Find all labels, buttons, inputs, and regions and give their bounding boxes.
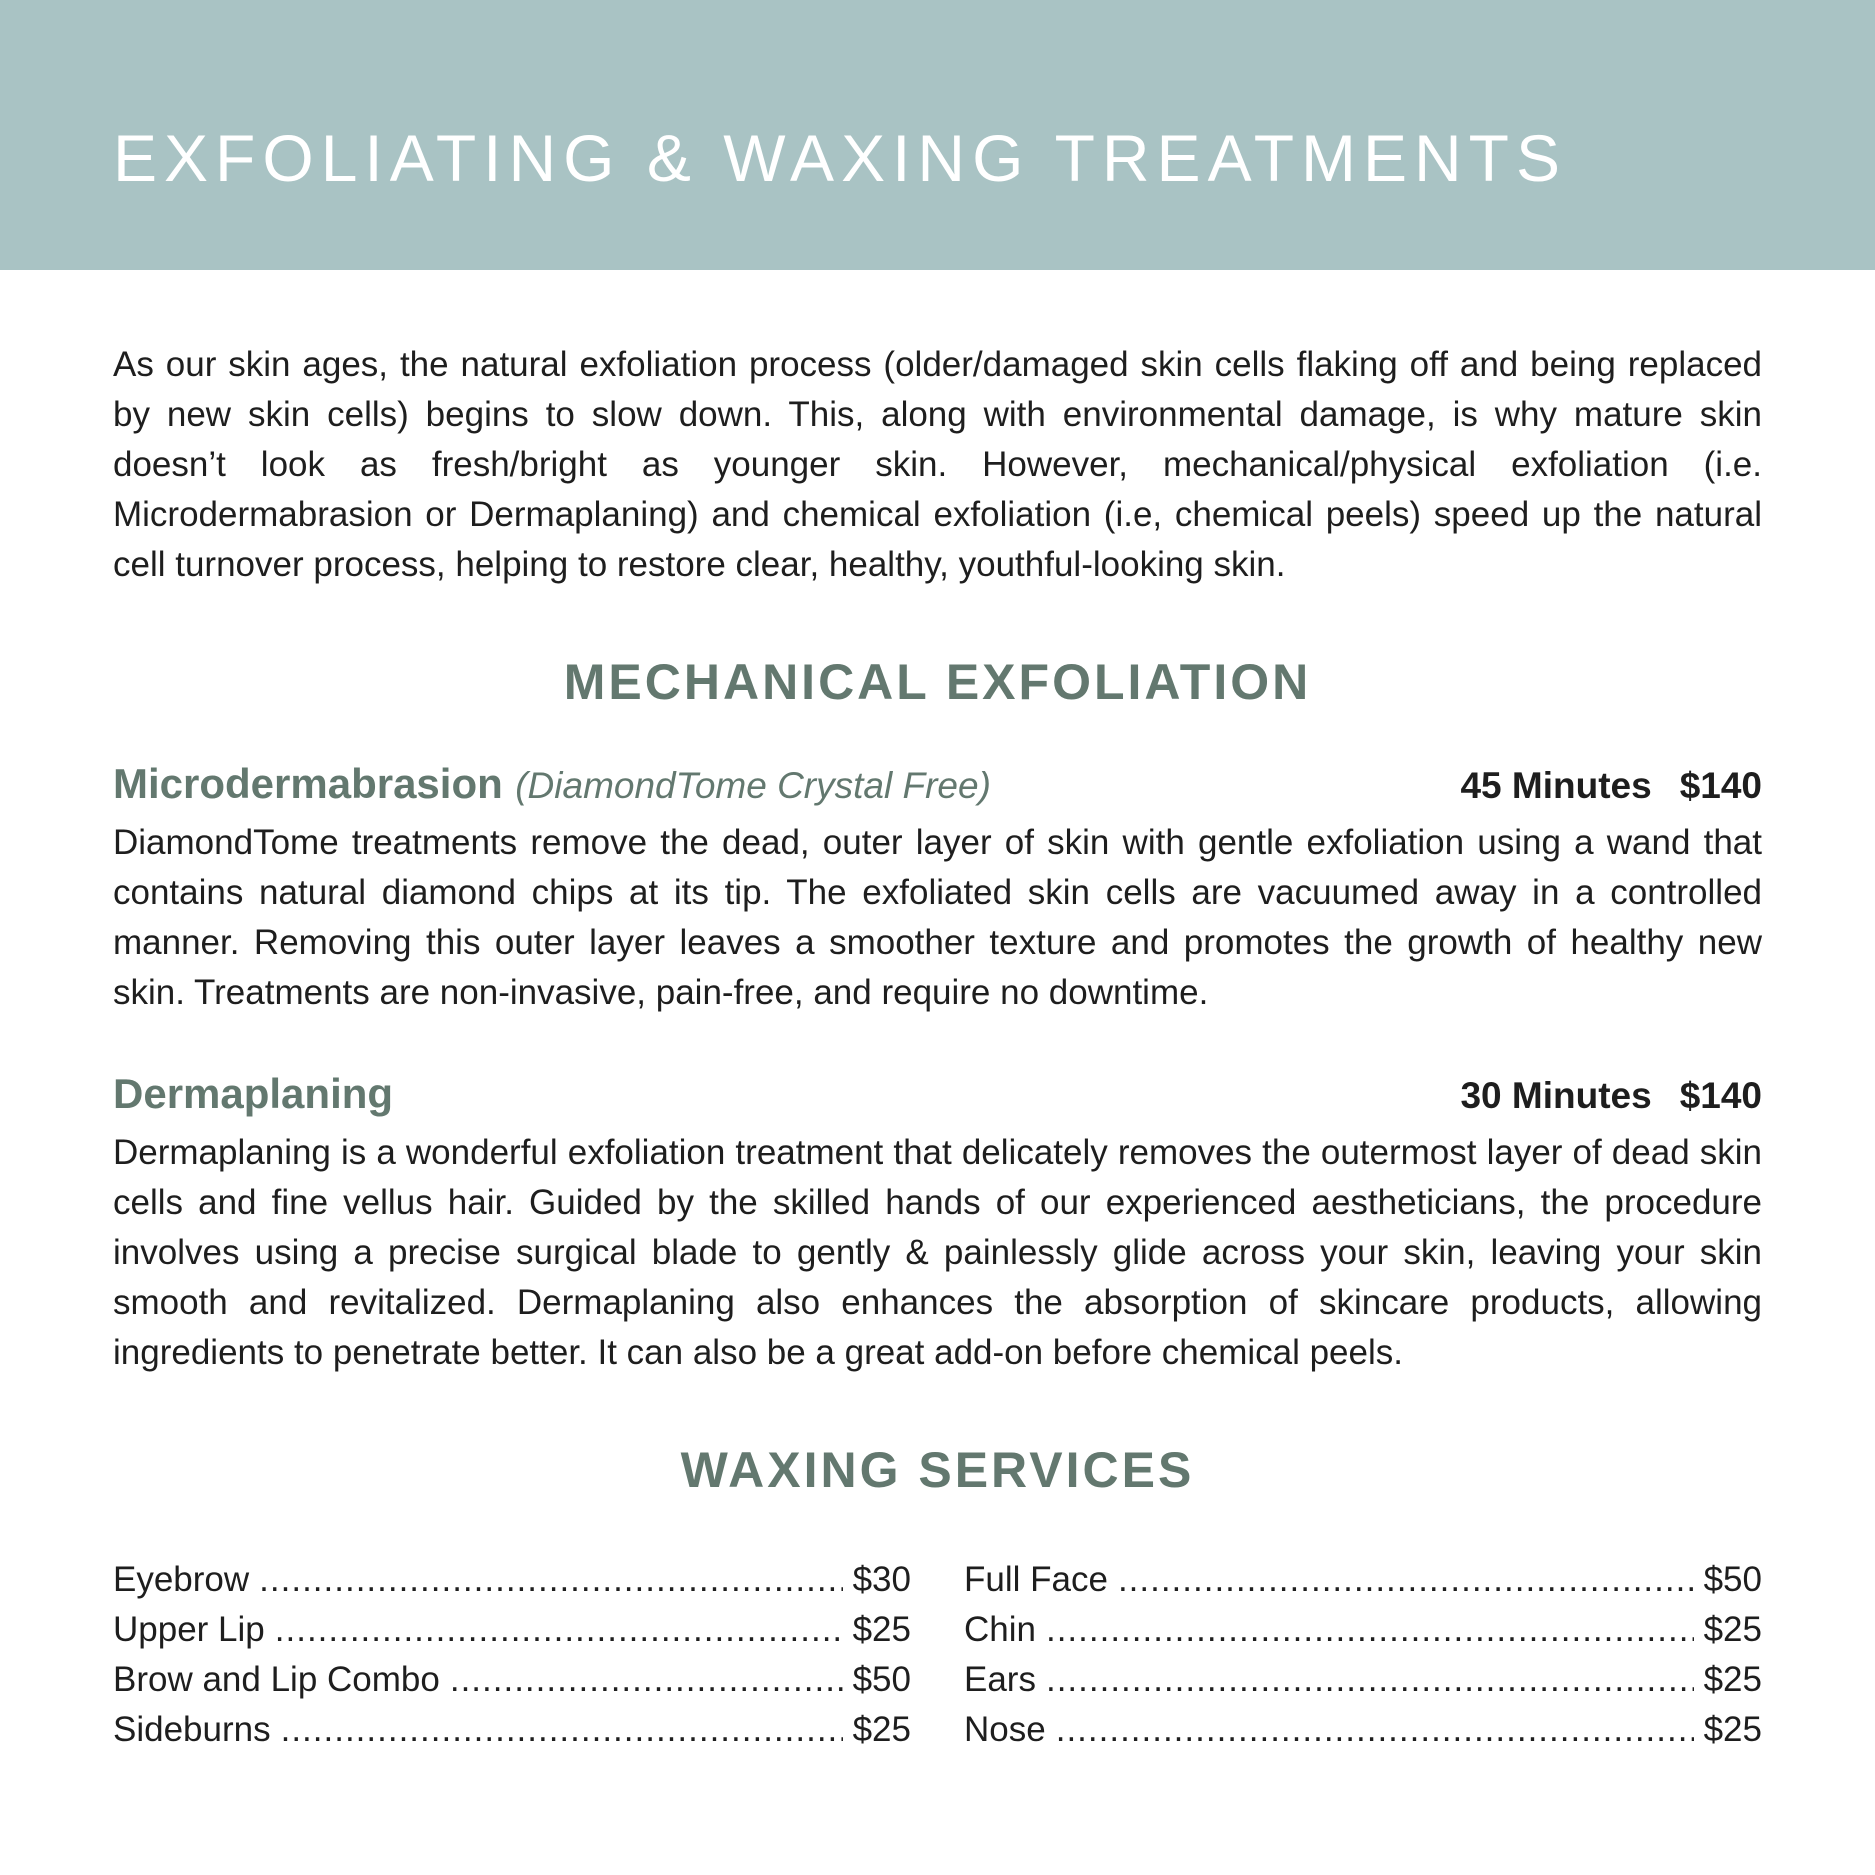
header-band: [0, 0, 1875, 270]
waxing-item: [964, 1605, 1762, 1655]
waxing-item: [964, 1705, 1762, 1755]
waxing-item-name: Eyebrow: [113, 1560, 250, 1599]
waxing-item-price: $25: [1703, 1710, 1762, 1749]
waxing-item: [964, 1555, 1762, 1605]
mechanical-exfoliation-heading: MECHANICAL EXFOLIATION: [563, 654, 1312, 710]
waxing-item-price: $25: [1703, 1660, 1762, 1699]
treatment-description: DiamondTome treatments remove the dead, outer layer of skin with gentle exfoliation using a wand that contains natural diamond chips at its tip. The exfoliated skin cells are vacuumed away in a controlled manner. Removing this outer layer leaves a smoother texture and promotes the growth of healthy new skin. Treatments are non-invasive, pain-free, and require no downtime.: [113, 823, 1762, 1012]
content: [113, 340, 1762, 1755]
waxing-item-price: $50: [1703, 1560, 1762, 1599]
treatment-name: Microdermabrasion: [113, 760, 503, 807]
dot-leader: [281, 1705, 843, 1755]
waxing-item: [113, 1705, 911, 1755]
treatment-price: $140: [1679, 1075, 1762, 1116]
waxing-column-left: [113, 1555, 911, 1755]
dot-leader: [450, 1655, 843, 1705]
dot-leader: [1056, 1705, 1694, 1755]
dot-leader: [1046, 1655, 1694, 1705]
treatment-header: [113, 760, 1762, 818]
dot-leader: [1118, 1555, 1694, 1605]
waxing-item-name: Nose: [964, 1710, 1046, 1749]
waxing-item-name: Ears: [964, 1660, 1036, 1699]
waxing-item-name: Upper Lip: [113, 1610, 265, 1649]
waxing-item-name: Sideburns: [113, 1710, 271, 1749]
treatment-dermaplaning: [113, 1070, 1762, 1378]
waxing-item: [113, 1605, 911, 1655]
waxing-price-list: [113, 1555, 1762, 1755]
dot-leader: [275, 1605, 843, 1655]
waxing-column-right: [964, 1555, 1762, 1755]
waxing-services-heading: WAXING SERVICES: [680, 1442, 1195, 1498]
treatment-description: Dermaplaning is a wonderful exfoliation treatment that delicately removes the outermost layer of dead skin cells and fine vellus hair. Guided by the skilled hands of our experienced aestheticians, the procedure involves using a precise surgical blade to gently & painlessly glide across your skin, leaving your skin smooth and revitalized. Dermaplaning also enhances the absorption of skincare products, allowing ingredients to penetrate better. It can also be a great add-on before chemical peels.: [113, 1133, 1762, 1372]
waxing-item-name: Brow and Lip Combo: [113, 1660, 440, 1699]
treatment-subtitle: (DiamondTome Crystal Free): [515, 765, 991, 806]
dot-leader: [259, 1555, 842, 1605]
waxing-item-price: $30: [852, 1560, 911, 1599]
dot-leader: [1046, 1605, 1694, 1655]
page-title: EXFOLIATING & WAXING TREATMENTS: [113, 121, 1568, 195]
waxing-item-price: $25: [1703, 1610, 1762, 1649]
waxing-item-price: $25: [852, 1710, 911, 1749]
treatment-price: $140: [1679, 765, 1762, 806]
waxing-item: [964, 1655, 1762, 1705]
waxing-item: [113, 1655, 911, 1705]
treatment-duration: 45 Minutes: [1460, 765, 1652, 806]
treatment-name: Dermaplaning: [113, 1070, 394, 1117]
treatment-header: [113, 1070, 1762, 1128]
waxing-item: [113, 1555, 911, 1605]
treatment-microdermabrasion: [113, 760, 1762, 1018]
intro-paragraph: As our skin ages, the natural exfoliation process (older/damaged skin cells flaking off and being replaced by new skin cells) begins to slow down. This, along with environmental damage, is why mature skin doesn’t look as fresh/bright as younger skin. However, mechanical/physical exfoliation (i.e. Microdermabrasion or Dermaplaning) and chemical exfoliation (i.e, chemical peels) speed up the natural cell turnover process, helping to restore clear, healthy, youthful-looking skin.: [113, 345, 1762, 584]
waxing-item-price: $50: [852, 1660, 911, 1699]
waxing-item-name: Full Face: [964, 1560, 1108, 1599]
waxing-item-price: $25: [852, 1610, 911, 1649]
treatment-duration: 30 Minutes: [1460, 1075, 1652, 1116]
waxing-item-name: Chin: [964, 1610, 1036, 1649]
